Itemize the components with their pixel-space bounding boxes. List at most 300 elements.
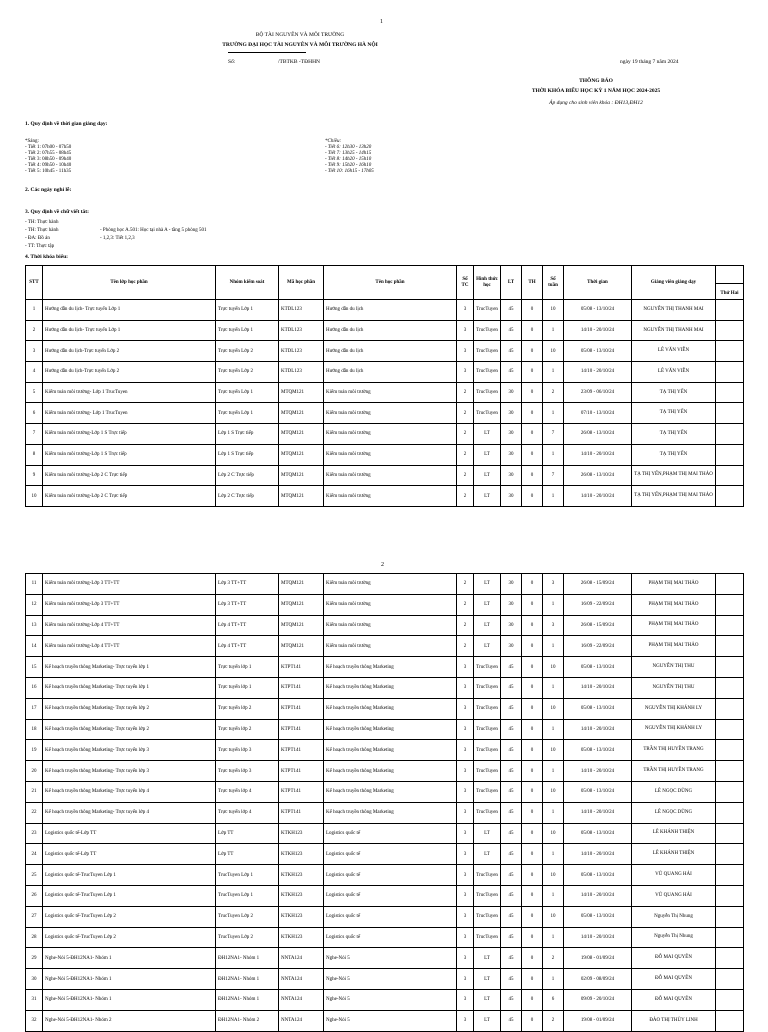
cell-mode: TrucTuyen [474,885,501,906]
cell-class-name: Logistics quốc tế-Lớp TT [43,844,216,865]
cell-credits: 3 [457,300,474,321]
table-row [26,403,744,424]
cell-time: 26/08 - 15/09/24 [564,615,632,636]
cell-time: 14/10 - 20/10/24 [564,320,632,341]
table-row [26,362,744,383]
cell-weeks: 1 [543,636,564,657]
cell-teacher: NGUYỄN THỊ THU [632,677,716,698]
table-row [26,906,744,927]
cell-course: Kiểm toán môi trường [324,636,457,657]
cell-th: 0 [522,781,543,802]
cell-lt: 45 [501,761,522,782]
cell-weeks: 10 [543,740,564,761]
cell-monday [716,927,744,948]
cell-code: KTDL123 [279,341,324,362]
cell-th: 0 [522,885,543,906]
cell-course: Kiểm toán môi trường [324,444,457,465]
cell-stt: 7 [26,424,43,445]
cell-lt: 45 [501,740,522,761]
cell-weeks: 2 [543,382,564,403]
table-row [26,1010,744,1031]
cell-group: TrucTuyen Lớp 1 [216,885,279,906]
cell-teacher: Nguyễn Thị Nhung [632,906,716,927]
header-underline [228,52,306,53]
cell-teacher: ĐỖ MAI QUYÊN [632,948,716,969]
abbreviations-right [100,227,207,243]
cell-mode: TrucTuyen [474,906,501,927]
cell-time: 14/10 - 20/10/24 [564,486,632,507]
cell-lt: 30 [501,444,522,465]
cell-time: 14/10 - 20/10/24 [564,844,632,865]
cell-course: Kế hoạch truyền thông Marketing [324,761,457,782]
cell-monday [716,465,744,486]
cell-lt: 30 [501,465,522,486]
cell-credits: 3 [457,948,474,969]
table-row [26,719,744,740]
cell-credits: 2 [457,465,474,486]
cell-weeks: 2 [543,948,564,969]
cell-course: Kế hoạch truyền thông Marketing [324,740,457,761]
cell-code: KTPT141 [279,740,324,761]
table-row [26,948,744,969]
cell-mode: TrucTuyen [474,927,501,948]
cell-course: Kiểm toán môi trường [324,465,457,486]
cell-mode: TrucTuyen [474,657,501,678]
cell-monday [716,719,744,740]
cell-monday [716,574,744,595]
cell-class-name: Kế hoạch truyền thông Marketing- Trực tuyến lớp 4 [43,781,216,802]
page-number: 2 [381,562,384,568]
cell-stt: 18 [26,719,43,740]
cell-time: 19/08 - 01/09/24 [564,948,632,969]
cell-credits: 3 [457,906,474,927]
cell-time: 16/09 - 22/09/24 [564,636,632,657]
cell-code: MTQM121 [279,403,324,424]
ministry-name: BỘ TÀI NGUYÊN VÀ MÔI TRƯỜNG [255,32,345,38]
table-row [26,424,744,445]
cell-credits: 2 [457,594,474,615]
cell-monday [716,885,744,906]
cell-credits: 3 [457,927,474,948]
cell-group: Trực tuyến lớp 2 [216,698,279,719]
cell-group: Trực tuyến lớp 3 [216,761,279,782]
cell-monday [716,424,744,445]
section-timetable-title: 4. Thời khóa biểu: [25,254,68,260]
cell-credits: 2 [457,574,474,595]
abbreviation-line: - TH: Thực hành [25,228,59,233]
cell-lt: 45 [501,885,522,906]
morning-line: - Tiết 4: 09h50 - 10h40 [25,163,72,168]
cell-mode: LT [474,1010,501,1031]
cell-credits: 2 [457,403,474,424]
cell-lt: 45 [501,341,522,362]
cell-time: 05/08 - 13/10/24 [564,740,632,761]
cell-monday [716,989,744,1010]
cell-credits: 3 [457,823,474,844]
cell-credits: 3 [457,719,474,740]
cell-lt: 30 [501,574,522,595]
section-abbreviations-title: 3. Quy định về chữ viết tắt: [25,209,89,215]
cell-class-name: Hướng dẫn du lịch- Trực tuyến Lớp 1 [43,320,216,341]
cell-group: Lớp 1 S Trực tiếp [216,444,279,465]
col-header-lt: LT [501,266,522,300]
cell-code: NNTA124 [279,948,324,969]
table-row [26,594,744,615]
cell-stt: 5 [26,382,43,403]
cell-class-name: Hướng dẫn du lịch-Trực tuyến Lớp 2 [43,362,216,383]
cell-time: 26/08 - 13/10/24 [564,424,632,445]
table-row [26,865,744,886]
cell-mode: TrucTuyen [474,403,501,424]
cell-stt: 24 [26,844,43,865]
cell-credits: 3 [457,698,474,719]
table-row [26,927,744,948]
cell-mode: TrucTuyen [474,761,501,782]
cell-credits: 2 [457,444,474,465]
cell-mode: TrucTuyen [474,865,501,886]
cell-mode: LT [474,948,501,969]
cell-credits: 2 [457,636,474,657]
cell-course: Nghe-Nói 5 [324,948,457,969]
cell-th: 0 [522,424,543,445]
cell-class-name: Kiểm toán môi trường-Lớp 4 TT+TT [43,636,216,657]
cell-course: Kế hoạch truyền thông Marketing [324,719,457,740]
cell-monday [716,823,744,844]
cell-stt: 12 [26,594,43,615]
cell-course: Kiểm toán môi trường [324,486,457,507]
cell-lt: 45 [501,781,522,802]
cell-lt: 30 [501,424,522,445]
cell-th: 0 [522,719,543,740]
cell-time: 14/10 - 20/10/24 [564,885,632,906]
cell-lt: 30 [501,615,522,636]
cell-course: Hướng dẫn du lịch [324,320,457,341]
cell-code: KTKH123 [279,844,324,865]
timetable-page-1 [25,265,744,507]
cell-monday [716,677,744,698]
cell-class-name: Kiểm toán môi trường- Lớp 1 TrucTuyen [43,382,216,403]
cell-mode: TrucTuyen [474,698,501,719]
cell-code: KTDL123 [279,320,324,341]
cell-group: ĐH12NA1- Nhóm 1 [216,948,279,969]
cell-th: 0 [522,989,543,1010]
cell-code: KTDL123 [279,362,324,383]
section-teaching-time-title: 1. Quy định về thời gian giảng dạy: [25,121,108,127]
cell-group: Trực tuyến lớp 4 [216,781,279,802]
cell-lt: 30 [501,403,522,424]
table-row [26,844,744,865]
doc-number-value: /TBTKB -TĐHHN [278,59,321,65]
cell-mode: LT [474,486,501,507]
cell-group: Trực tuyến lớp 3 [216,740,279,761]
cell-stt: 20 [26,761,43,782]
cell-class-name: Logistics quốc tế-TrucTuyen Lớp 1 [43,885,216,906]
table-row [26,486,744,507]
cell-class-name: Kế hoạch truyền thông Marketing- Trực tuyến lớp 2 [43,719,216,740]
cell-monday [716,594,744,615]
cell-mode: TrucTuyen [474,300,501,321]
cell-monday [716,403,744,424]
cell-weeks: 10 [543,823,564,844]
cell-code: MTQM121 [279,594,324,615]
cell-stt: 17 [26,698,43,719]
cell-group: Trực tuyến Lớp 1 [216,300,279,321]
cell-teacher: ĐỖ MAI QUYÊN [632,989,716,1010]
cell-stt: 13 [26,615,43,636]
cell-stt: 25 [26,865,43,886]
cell-code: NNTA124 [279,969,324,990]
cell-weeks: 1 [543,444,564,465]
cell-monday [716,382,744,403]
cell-monday [716,969,744,990]
cell-teacher: LÊ KHÁNH THIỆN [632,823,716,844]
cell-th: 0 [522,740,543,761]
cell-code: KTKH123 [279,865,324,886]
cell-teacher: PHẠM THỊ MAI THẢO [632,594,716,615]
cell-th: 0 [522,948,543,969]
table-row [26,341,744,362]
cell-th: 0 [522,486,543,507]
cell-stt: 26 [26,885,43,906]
morning-schedule [25,139,71,175]
col-header-weeks: Số tuần [543,266,564,300]
cell-stt: 29 [26,948,43,969]
cell-time: 23/09 - 06/10/24 [564,382,632,403]
cell-time: 05/08 - 13/10/24 [564,823,632,844]
cell-group: TrucTuyen Lớp 2 [216,906,279,927]
issue-date: ngày 19 tháng 7 năm 2024 [620,59,679,65]
cell-teacher: ĐÀO THỊ THÙY LINH [632,1010,716,1031]
cell-stt: 30 [26,969,43,990]
afternoon-line: - Tiết 7: 13h25 - 14h15 [325,151,372,156]
col-header-code: Mã học phần [279,266,324,300]
cell-code: NNTA124 [279,989,324,1010]
cell-monday [716,698,744,719]
cell-group: Trực tuyến lớp 1 [216,677,279,698]
cell-group: ĐH12NA1- Nhóm 1 [216,989,279,1010]
cell-teacher: TRẦN THỊ HUYỀN TRANG [632,761,716,782]
col-header-time: Thời gian [564,266,632,300]
cell-time: 05/08 - 13/10/24 [564,657,632,678]
section-holidays-title: 2. Các ngày nghỉ lễ: [25,187,72,193]
cell-monday [716,802,744,823]
table-row [26,698,744,719]
cell-lt: 45 [501,719,522,740]
cell-stt: 23 [26,823,43,844]
cell-group: ĐH12NA1- Nhóm 2 [216,1010,279,1031]
table-row [26,989,744,1010]
cell-monday [716,657,744,678]
abbreviations-left [25,219,59,251]
table-row [26,885,744,906]
cell-mode: TrucTuyen [474,802,501,823]
col-header-teacher: Giảng viên giảng dạy [632,266,716,300]
cell-group: Lớp 4 TT+TT [216,636,279,657]
cell-stt: 21 [26,781,43,802]
cell-credits: 3 [457,740,474,761]
cell-th: 0 [522,823,543,844]
cell-credits: 3 [457,781,474,802]
cell-teacher: ĐỖ MAI QUYÊN [632,969,716,990]
cell-stt: 1 [26,300,43,321]
cell-class-name: Hướng dẫn du lịch-Trực tuyến Lớp 2 [43,341,216,362]
cell-course: Hướng dẫn du lịch [324,341,457,362]
cell-code: KTDL123 [279,300,324,321]
cell-code: KTKH123 [279,885,324,906]
cell-code: MTQM121 [279,574,324,595]
cell-code: KTPT141 [279,761,324,782]
cell-stt: 10 [26,486,43,507]
cell-credits: 2 [457,615,474,636]
header-divider [716,283,743,284]
cell-credits: 3 [457,677,474,698]
cell-mode: TrucTuyen [474,362,501,383]
timetable-body-page-1 [26,300,744,507]
table-header-row [26,266,744,300]
cell-group: Lớp 3 TT+TT [216,574,279,595]
cell-weeks: 1 [543,927,564,948]
cell-monday [716,636,744,657]
cell-lt: 45 [501,698,522,719]
cell-th: 0 [522,320,543,341]
col-header-credits: Số TC [457,266,474,300]
notice-subtitle: THỜI KHÓA BIỂU HỌC KỲ 1 NĂM HỌC 2024-2025 [531,88,661,94]
cell-stt: 9 [26,465,43,486]
cell-weeks: 1 [543,320,564,341]
cell-weeks: 10 [543,341,564,362]
cell-group: TrucTuyen Lớp 2 [216,927,279,948]
table-row [26,615,744,636]
cell-weeks: 1 [543,486,564,507]
cell-group: Lớp 4 TT+TT [216,615,279,636]
cell-lt: 45 [501,802,522,823]
cell-teacher: TRẦN THỊ HUYỀN TRANG [632,740,716,761]
cell-teacher: NGUYỄN THỊ KHÁNH LY [632,698,716,719]
cell-mode: LT [474,465,501,486]
cell-monday [716,341,744,362]
afternoon-schedule [325,139,374,175]
cell-stt: 31 [26,989,43,1010]
cell-time: 05/08 - 13/10/24 [564,300,632,321]
cell-lt: 45 [501,320,522,341]
cell-course: Logistics quốc tế [324,823,457,844]
cell-code: KTPT141 [279,698,324,719]
cell-class-name: Nghe-Nói 5-ĐH12NA1- Nhóm 1 [43,948,216,969]
cell-code: KTKH123 [279,823,324,844]
cell-time: 05/08 - 13/10/24 [564,906,632,927]
cell-course: Logistics quốc tế [324,927,457,948]
cell-course: Kế hoạch truyền thông Marketing [324,698,457,719]
cell-time: 26/08 - 15/09/24 [564,574,632,595]
notice-apply: Áp dụng cho sinh viên khóa : ĐH13,ĐH12 [549,100,643,106]
cell-code: KTPT141 [279,677,324,698]
cell-time: 14/10 - 20/10/24 [564,362,632,383]
notice-title: THÔNG BÁO [579,78,613,84]
cell-group: Trực tuyến lớp 4 [216,802,279,823]
cell-teacher: PHẠM THỊ MAI THẢO [632,615,716,636]
cell-stt: 16 [26,677,43,698]
cell-weeks: 3 [543,574,564,595]
cell-code: KTKH123 [279,906,324,927]
cell-credits: 2 [457,424,474,445]
cell-weeks: 3 [543,615,564,636]
cell-code: KTPT141 [279,781,324,802]
table-row [26,636,744,657]
cell-lt: 30 [501,486,522,507]
morning-line: - Tiết 1: 07h00 - 07h50 [25,145,72,150]
col-header-course: Tên học phần [324,266,457,300]
cell-course: Kiểm toán môi trường [324,382,457,403]
cell-teacher: PHẠM THỊ MAI THẢO [632,574,716,595]
cell-monday [716,362,744,383]
cell-teacher: PHẠM THỊ MAI THẢO [632,636,716,657]
cell-weeks: 10 [543,300,564,321]
cell-lt: 45 [501,657,522,678]
cell-class-name: Kiểm toán môi trường-Lớp 1 S Trực tiếp [43,444,216,465]
cell-th: 0 [522,574,543,595]
cell-time: 14/10 - 20/10/24 [564,802,632,823]
cell-mode: LT [474,444,501,465]
cell-stt: 14 [26,636,43,657]
cell-monday [716,320,744,341]
col-header-class-name: Tên lớp học phần [43,266,216,300]
cell-class-name: Kiểm toán môi trường-Lớp 2 C Trực tiếp [43,465,216,486]
cell-weeks: 10 [543,657,564,678]
cell-lt: 45 [501,1010,522,1031]
cell-class-name: Nghe-Nói 5-ĐH12NA1- Nhóm 1 [43,969,216,990]
cell-monday [716,444,744,465]
cell-mode: TrucTuyen [474,382,501,403]
cell-time: 14/10 - 20/10/24 [564,927,632,948]
cell-th: 0 [522,403,543,424]
cell-th: 0 [522,906,543,927]
cell-lt: 30 [501,636,522,657]
table-row [26,781,744,802]
cell-course: Hướng dẫn du lịch [324,362,457,383]
cell-th: 0 [522,677,543,698]
table-row [26,574,744,595]
cell-class-name: Kiểm toán môi trường-Lớp 3 TT+TT [43,574,216,595]
cell-class-name: Kiểm toán môi trường-Lớp 4 TT+TT [43,615,216,636]
cell-course: Logistics quốc tế [324,906,457,927]
cell-teacher: TẠ THỊ YẾN,PHẠM THỊ MAI THẢO [632,465,716,486]
cell-group: TrucTuyen Lớp 1 [216,865,279,886]
table-row [26,969,744,990]
abbreviation-line: - 1,2,3: Tiết 1,2,3 [100,236,135,241]
doc-number-label: Số: [228,59,236,65]
table-row [26,320,744,341]
abbreviation-line: - ĐA: Đồ án [25,236,50,241]
cell-credits: 3 [457,1010,474,1031]
afternoon-line: - Tiết 8: 14h20 - 15h10 [325,157,372,162]
cell-credits: 3 [457,844,474,865]
morning-line: - Tiết 5: 10h45 - 11h35 [25,169,72,174]
cell-mode: LT [474,594,501,615]
cell-teacher: LÊ VĂN VIỄN [632,362,716,383]
cell-monday [716,1010,744,1031]
cell-course: Kế hoạch truyền thông Marketing [324,677,457,698]
table-row [26,444,744,465]
cell-course: Logistics quốc tế [324,885,457,906]
cell-stt: 32 [26,1010,43,1031]
morning-title: *Sáng: [25,139,39,144]
morning-line: - Tiết 3: 08h50 - 09h40 [25,157,72,162]
cell-code: MTQM121 [279,444,324,465]
cell-class-name: Kiểm toán môi trường- Lớp 1 TrucTuyen [43,403,216,424]
cell-code: MTQM121 [279,615,324,636]
col-header-th: TH [522,266,543,300]
cell-stt: 19 [26,740,43,761]
